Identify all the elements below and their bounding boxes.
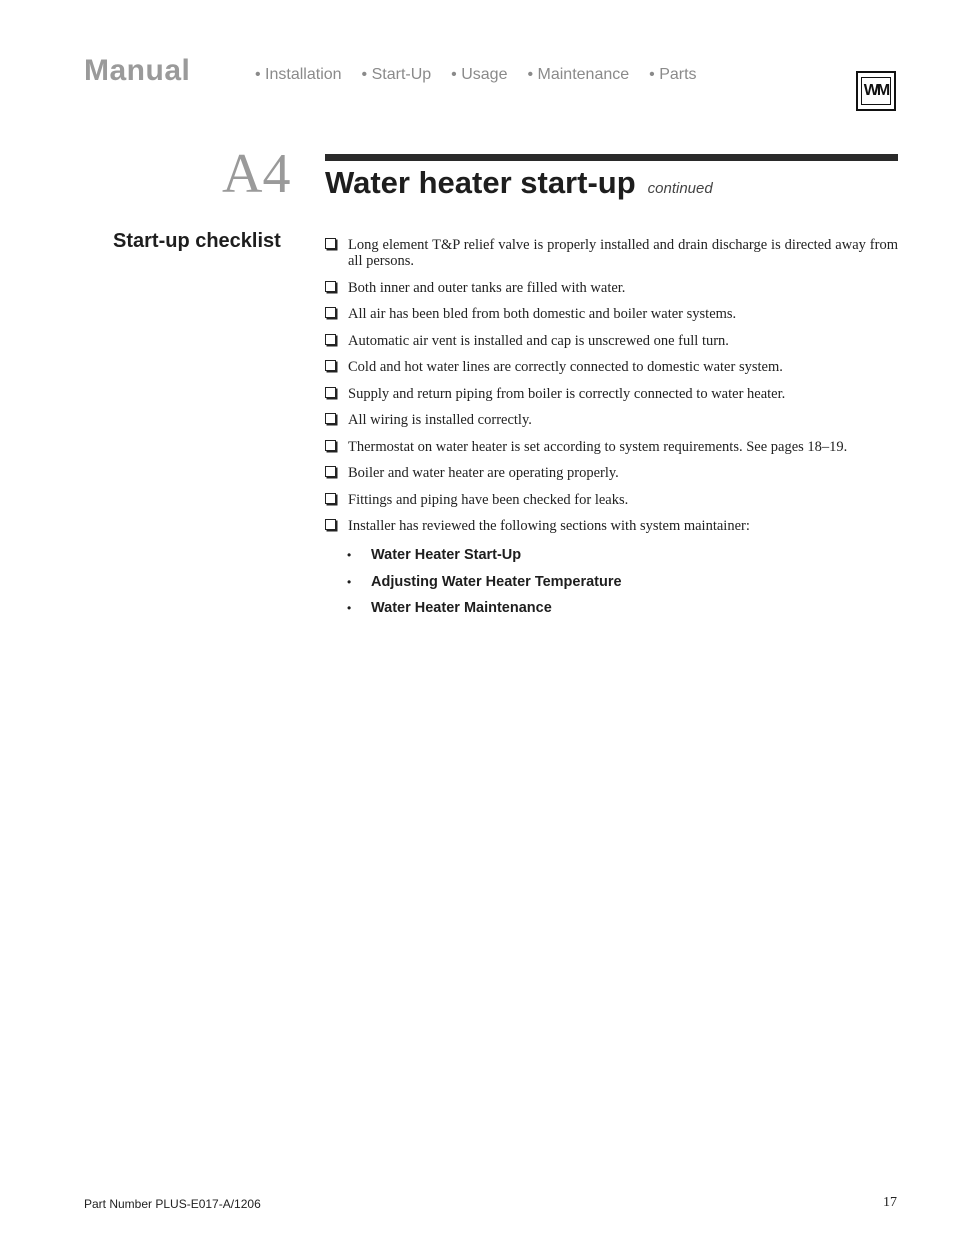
bullet-icon: • — [347, 548, 352, 562]
checklist-item: Cold and hot water lines are correctly connected to domestic water system. — [325, 359, 898, 375]
checklist-item: All wiring is installed correctly. — [325, 412, 898, 428]
nav-item-usage: • Usage — [451, 66, 507, 84]
checkbox-icon — [325, 238, 336, 249]
reviewed-section-item: • Water Heater Start-Up — [347, 547, 522, 563]
bullet-icon: • — [347, 574, 352, 589]
checklist-item: Installer has reviewed the following sections with system maintainer: — [325, 518, 898, 534]
checklist-item: Both inner and outer tanks are filled with water. — [325, 280, 898, 296]
bullet-icon: • — [347, 601, 352, 615]
checkbox-icon — [325, 387, 336, 398]
checkbox-icon — [325, 493, 336, 504]
page-title-text: Water heater start-up — [325, 165, 636, 200]
logo-text: WM — [861, 77, 891, 105]
checklist-item: All air has been bled from both domestic and boiler water systems. — [325, 306, 898, 322]
reviewed-sections-list — [347, 546, 622, 626]
wm-logo-icon — [856, 71, 896, 111]
checklist-item: Supply and return piping from boiler is correctly connected to water heater. — [325, 386, 898, 402]
checklist-item: Boiler and water heater are operating properly. — [325, 465, 898, 481]
page-number: 17 — [883, 1195, 897, 1210]
checkbox-icon — [325, 360, 336, 371]
checkbox-icon — [325, 281, 336, 292]
checklist-item: Thermostat on water heater is set according to system requirements. See pages 18–19. — [325, 439, 898, 455]
checklist-item: Automatic air vent is installed and cap is unscrewed one full turn. — [325, 333, 898, 349]
manual-label: Manual — [84, 54, 191, 87]
section-number: A4 — [222, 143, 291, 205]
checkbox-icon — [325, 519, 336, 530]
checkbox-icon — [325, 334, 336, 345]
nav-item-parts: • Parts — [649, 66, 696, 84]
side-heading: Start-up checklist — [113, 230, 281, 252]
checkbox-icon — [325, 413, 336, 424]
page-title — [325, 165, 713, 201]
checkbox-icon — [325, 466, 336, 477]
nav-item-start-up: • Start-Up — [362, 66, 432, 84]
reviewed-section-item: • Water Heater Maintenance — [347, 600, 552, 616]
continued-label: continued — [647, 180, 713, 197]
checkbox-icon — [325, 440, 336, 451]
part-number: Part Number PLUS-E017-A/1206 — [84, 1197, 261, 1211]
nav-item-maintenance: • Maintenance — [527, 66, 629, 84]
reviewed-section-item: • Adjusting Water Heater Temperature — [347, 573, 622, 590]
title-rule — [325, 154, 898, 161]
checklist-item: Fittings and piping have been checked for leaks. — [325, 492, 898, 508]
startup-checklist — [325, 237, 898, 545]
checklist-item: Long element T&P relief valve is properly installed and drain discharge is directed away from all persons. — [325, 237, 898, 269]
checkbox-icon — [325, 307, 336, 318]
header-nav — [255, 66, 697, 84]
nav-item-installation: • Installation — [255, 66, 342, 84]
